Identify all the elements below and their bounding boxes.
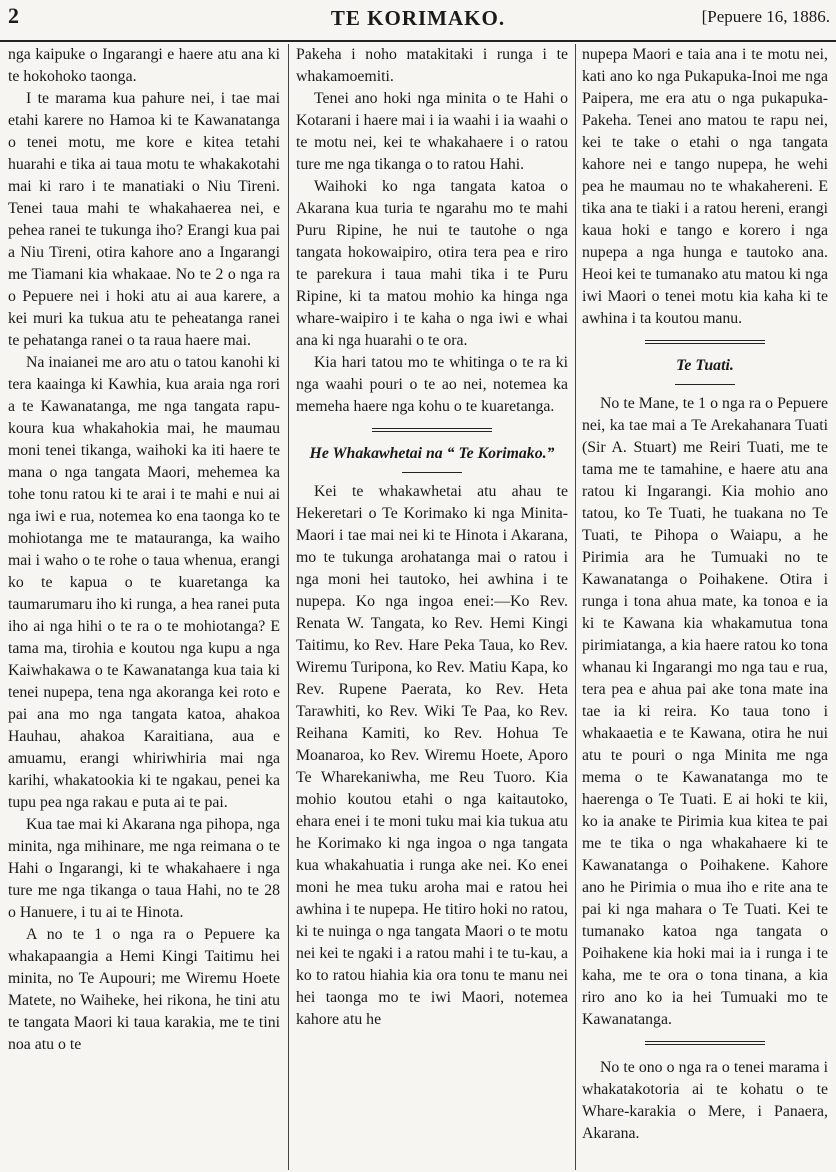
- masthead: [0, 0, 836, 42]
- paragraph: Waihoki ko nga tangata katoa o Akarana kua turia te ngarahu mo te mahi Puru Ripine, he nui te tautohe o nga tangata hokowaipiro, otira tera pea e riro te parekura i taua mahi tika i te Puru Ripine, ki ta matou mohio ka hinga nga whare-waipiro i te kaha o nga iwi e whai ana ki nga huarahi o te ora.: [296, 178, 568, 349]
- column-3: [582, 44, 828, 1170]
- article-heading: He Whakawhetai na “ Te Korimako.”: [309, 445, 555, 462]
- column-divider: [575, 44, 576, 1170]
- paragraph: Kia hari tatou mo te whitinga o te ra ki nga waahi pouri o te ao nei, notemea ka memeha haere nga kohu o te kuaretanga.: [296, 354, 568, 415]
- section-rule: [372, 428, 492, 434]
- heading-rule: [402, 472, 462, 473]
- paragraph: Kei te whakawhetai atu ahau te Hekeretari o Te Korimako ki nga Minita-Maori i tae mai nei ki te Hinota i Akarana, mo te tukunga arohatanga mai o ratou i nga moni hei tautoko, hei awhina i te nupepa. Ko nga ingoa enei:—Ko Rev. Renata W. Tangata, ko Rev. Hemi Kingi Taitimu, ko Rev. Hare Peka Taua, ko Rev. Wiremu Turipona, ko Rev. Matiu Kapa, ko Rev. Rupene Paerata, ko Rev. Heta Tarawhiti, ko Rev. Wiki Te Paa, ko Rev. Reihana Kamiti, ko Rev. Hohua Te Moanaroa, ko Rev. Wiremu Hoete, Aporo Te Wharekaniwha, me Reu Tuoro. Kia mohio koutou etahi o nga kaitautoko, ehara enei i te moni tuku mai kia tukua atu he Korimako ki nga ingoa o nga tangata kua whakahuatia i runga ake nei. Ko enei moni he mea tuku aroha mai e ratou hei awhina i te nupepa. He titiro hoki no ratou, ki te nuinga o nga tangata Maori o te motu nei kei te ngaki i a ratou mahi i te tu-kau, a ko to ratou hiahia kia ora tonu te manu nei hei taonga mo te iwi Maori, notemea kahore atu he: [296, 483, 568, 1028]
- paragraph: Na inaianei me aro atu o tatou kanohi ki tera kaainga ki Kawhia, kua araia nga rori a te Kawanatanga, me nga tangata rapu-koura kua whakahokia mai, he maumau moni tenei tikanga, waihoki ka iti haere te mana o nga tangata Maori, mehemea ka tohe tonu ratou ki te arai i te mahi e nui ai nga iwi e rua, notemea ko ena taonga ko te mohiotanga me te matauranga, ka waiho mai i waho o te rohe o taua whenua, erangi ko te kapua o te kuaretanga ka taumarumaru iho ki runga, a hea ranei puta iho ai nga hihi o te ra o te mohiotanga? E tama ma, tirohia e koutou nga kupu a nga Kaiwhakawa o te Kawanatanga kua taia ki tenei nupepa, tena nga akoranga kei roto e pai ana mo nga tangata katoa, ahakoa Hauhau, ahakoa Karaitiana, aua e amuamu, erangi whiriwhiria mai nga karihi, whakatookia ki te ngakau, penei ka tupu pea nga rakau e puta ai te pai.: [8, 354, 280, 811]
- paragraph: A no te 1 o nga ra o Pepuere ka whakapaangia a Hemi Kingi Taitimu hei minita, no Te Aupouri; me Wiremu Hoete Matete, no Waiheke, hei rikona, he tini atu te tangata Maori ki taua karakia, me te tini noa atu o te: [8, 926, 280, 1053]
- article-heading: Te Tuati.: [676, 357, 734, 374]
- section-rule: [645, 1041, 765, 1047]
- column-2: [296, 44, 568, 1170]
- paragraph: Kua tae mai ki Akarana nga pihopa, nga minita, nga mihinare, me nga reimana o te Hahi o Ingarangi, ki te whakahaere i nga ture me nga tikanga o taua Hahi, no te 28 o Hanuere, i tu ai te Hinota.: [8, 816, 280, 921]
- page-number: 2: [8, 3, 19, 28]
- column-1: [8, 44, 280, 1170]
- paragraph: nupepa Maori e taia ana i te motu nei, kati ano ko nga Pukapuka-Inoi me nga Paipera, me era atu o nga pukapuka-Pakeha. Tenei ano matou te rapu nei, kei te take o etahi o nga tangata kahore nei e tango nupepa, he wehi pea he maumau no te whakahereni. E tika ana te tiaki i a ratou hereni, erangi kaua hoki e tango e korero i nga nupepa a nga hunga e tautoko ana. Heoi kei te tumanako atu matou ki nga iwi Maori o tenei motu kia kaha ki te awhina i ta koutou manu.: [582, 46, 828, 327]
- newspaper-title: TE KORIMAKO.: [330, 6, 506, 30]
- column-divider: [288, 44, 289, 1170]
- paragraph: No te ono o nga ra o tenei marama i whakatakotoria ai te kohatu o te Whare-karakia o Mere, i Panaera, Akarana.: [582, 1059, 828, 1142]
- paragraph: I te marama kua pahure nei, i tae mai etahi karere no Hamoa ki te Kawanatanga o tenei motu, me kore e kitea tetahi huarahi e tika ai taua motu te whakakotahi mai ki raro i te manatiaki o Niu Tireni. Tenei taua mahi te whakahaerea nei, e pehea ranei te tukunga iho? Erangi kua pai a Niu Tireni, otira kahore ano a Ingarangi me Tiamani kia whakaae. No te 2 o nga ra o Pepuere nei i hoki atu ai aua karere, a kei muri ka tukua atu te peheatanga ranei te pehatanga ranei o ta raua haere mai.: [8, 90, 280, 349]
- issue-date: [Pepuere 16, 1886.: [701, 7, 830, 26]
- section-rule: [645, 340, 765, 346]
- paragraph: Pakeha i noho matakitaki i runga i te whakamoemiti.: [296, 46, 568, 85]
- paragraph: nga kaipuke o Ingarangi e haere atu ana ki te hokohoko taonga.: [8, 46, 280, 85]
- paragraph: No te Mane, te 1 o nga ra o Pepuere nei, ka tae mai a Te Arekahanara Tuati (Sir A. Stuart) me Reiri Tuati, me te tama me te tamahine, e haere atu ana ratou ki Ingarangi. Kia mohio ano tatou, ko Te Tuati, he tuakana no Te Tuati, te Pihopa o Waiapu, a he Pirimia ara he Tumuaki no te Kawanatanga o Poihakene. Otira i runga i tona ahua mate, ka tonoa e ia ki te Kawana kia whakamutua tona pirimiatanga, a kia haere ratou ko tona whanau ki Ingarangi mo nga tau e rua, tera pea e ahua pai ake tona mate ina tae ia ki reira. Ko taua tono i whakaaetia e te Kawana, otira he nui atu te pouri o nga Minita me nga mema o te Kawanatanga mo te haerenga o Te Tuati. E ai hoki te kii, ko ia anake te Pirimia kua kitea te pai me te tika o nga whakahaere ki te Kawanatanga o Poihakene. Kahore ano he Pirimia o mua iho e rite ana te pai ki nga mahara o Te Tuati. Kei te tumanako katoa nga tangata o Poihakene kia hoki mai ia i runga i te kaha, me te ora o tona tinana, a kia riro ano ko ia hei Tumuaki mo te Kawanatanga.: [582, 395, 828, 1028]
- paragraph: Tenei ano hoki nga minita o te Hahi o Kotarani i haere mai i ia waahi i ia waahi o te motu nei, kei te whakahaere i o ratou ture me nga tikanga o to ratou Hahi.: [296, 90, 568, 173]
- heading-rule: [675, 384, 735, 385]
